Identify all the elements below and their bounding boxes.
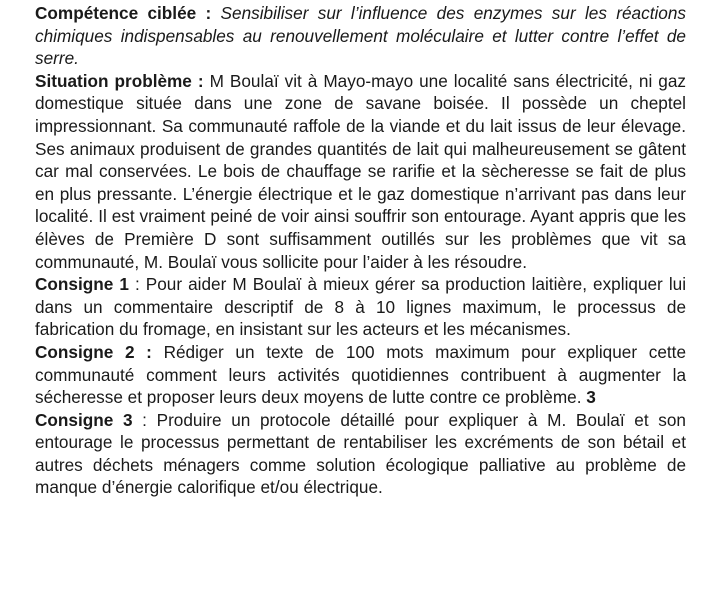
consigne2-text: Rédiger un texte de 100 mots maximum pour expliquer cette communauté comment leurs activités quotidiennes contribuent à augmenter la sécheresse et proposer leurs deux moyens de lutte contre ce problème. [35, 341, 687, 408]
situation-paragraph [35, 70, 686, 273]
consigne3-text: : Produire un protocole détaillé pour expliquer à M. Boulaï et son entourage le processus permettant de rentabiliser les excréments de son bétail et autres déchets ménagers comme solution écologique palliative au problème de manque d’énergie calorifique et/ou électrique. [35, 409, 686, 498]
consigne1-text: : Pour aider M Boulaï à mieux gérer sa production laitière, expliquer lui dans un commentaire descriptif de 8 à 10 lignes maximum, le processus de fabrication du fromage, en insistant sur les acteurs et les mécanismes. [35, 274, 687, 340]
consigne1-paragraph [35, 273, 686, 341]
consigne1-label: Consigne 1 [35, 274, 129, 295]
consigne3-label: Consigne 3 [35, 409, 133, 430]
competence-label: Compétence ciblée : [35, 3, 212, 23]
competence-text: Sensibiliser sur l’influence des enzymes sur les réactions chimiques indispensables au renouvellement moléculaire et lutter contre l’effet de serre. [35, 3, 686, 69]
document-body [35, 2, 686, 499]
consigne2-paragraph [35, 341, 686, 409]
consigne3-paragraph [35, 409, 686, 499]
situation-text: M Boulaï vit à Mayo-mayo une localité sans électricité, ni gaz domestique située dans une zone de savane boisée. Il possède un cheptel impressionnant. Sa communauté raffole de la viande et du lait issus de leur élevage. Ses animaux produisent de grandes quantités de lait qui malheureusement se gâtent car mal conservées. Le bois de chauffage se rarifie et la sècheresse se fait de plus en plus pressante. L’énergie électrique et le gaz domestique n’arrivant pas dans leur localité. Il est vraiment peiné de voir ainsi souffrir son entourage. Ayant appris que les élèves de Première D sont suffisamment outillés sur les problèmes que vit sa communauté, M. Boulaï vous sollicite pour l’aider à les résoudre. [35, 70, 687, 272]
situation-label: Situation problème : [35, 70, 204, 91]
competence-paragraph [35, 2, 686, 70]
consigne2-points: 3 [586, 387, 596, 408]
consigne2-label: Consigne 2 : [35, 341, 152, 362]
